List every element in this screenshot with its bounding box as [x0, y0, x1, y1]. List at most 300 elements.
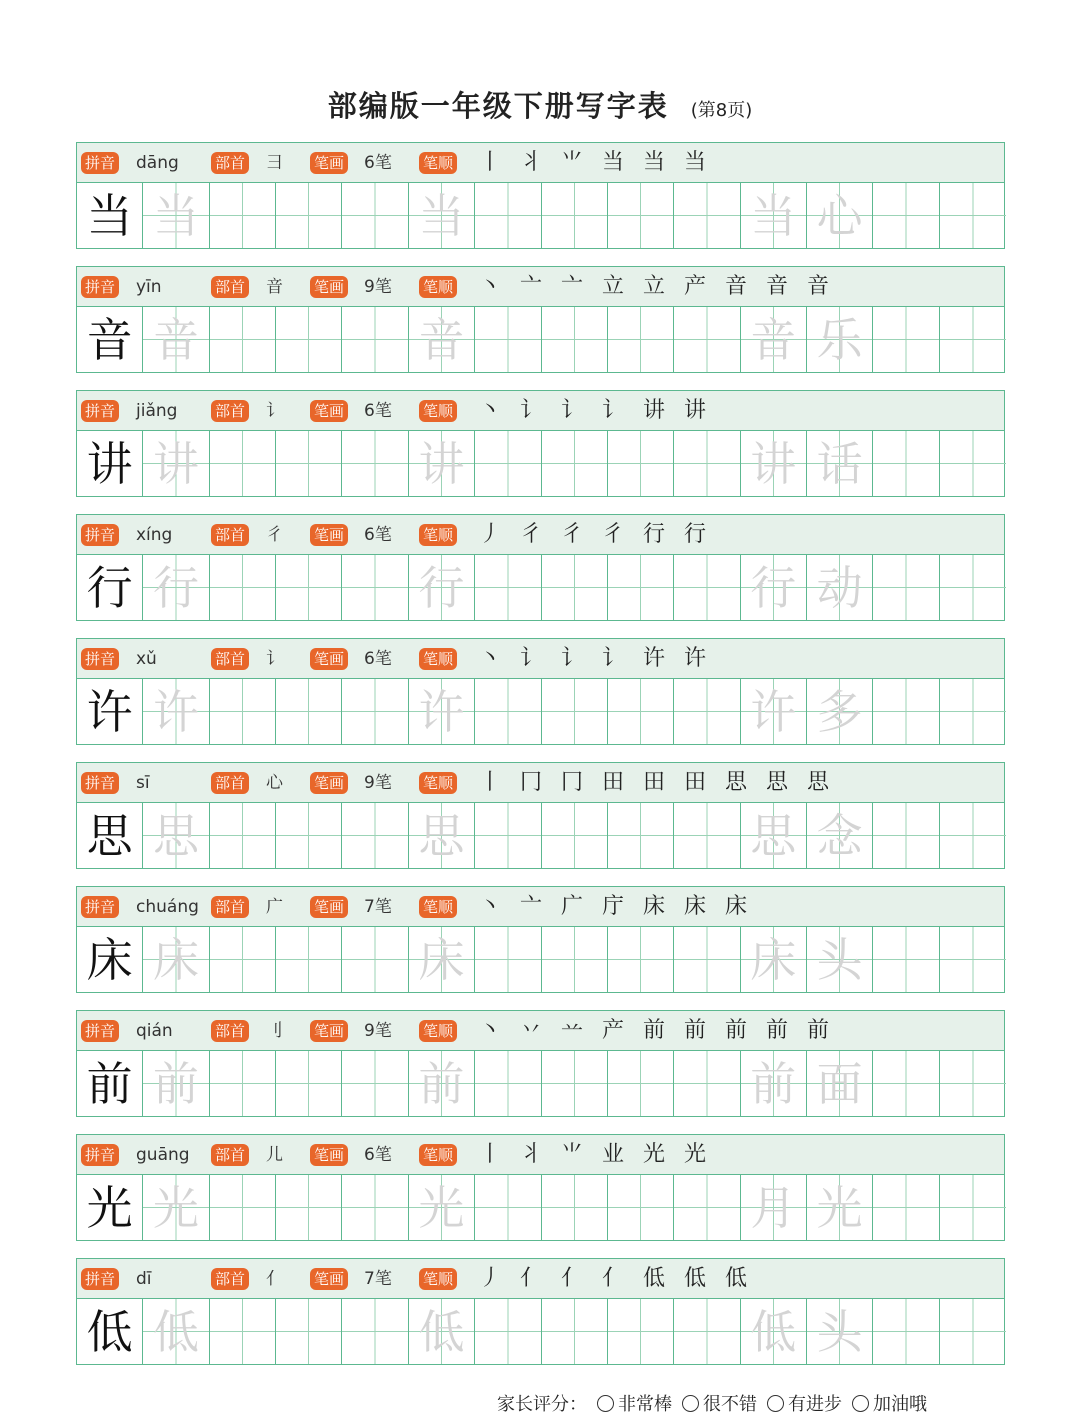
- writing-cell[interactable]: [276, 555, 342, 620]
- word-cell[interactable]: [807, 1299, 873, 1364]
- writing-cell[interactable]: [873, 307, 939, 372]
- rating-option-1: 很不错: [703, 1394, 757, 1415]
- pinyin-tag: 拼音: [81, 1144, 119, 1166]
- writing-cell[interactable]: [608, 307, 674, 372]
- word-cell[interactable]: [807, 307, 873, 372]
- word-char-2: 乐: [816, 312, 863, 367]
- model-char-cell: [77, 679, 143, 744]
- writing-cell[interactable]: [542, 1299, 608, 1364]
- trace-character: 行: [153, 560, 200, 615]
- writing-cell[interactable]: [542, 1175, 608, 1240]
- radical-value: 彳: [266, 525, 283, 545]
- writing-cell[interactable]: [873, 927, 939, 992]
- tianzige-grid: [77, 927, 1004, 992]
- writing-cell[interactable]: [210, 803, 276, 868]
- tianzige-grid: [77, 183, 1004, 248]
- writing-cell[interactable]: [342, 307, 408, 372]
- stroke-count-tag: 笔画: [310, 276, 348, 298]
- model-char-cell: [77, 431, 143, 496]
- radical-value: 彐: [266, 153, 283, 173]
- writing-cell[interactable]: [542, 307, 608, 372]
- word-cell[interactable]: [807, 431, 873, 496]
- entry-info-bar: [77, 1135, 1004, 1175]
- trace-character: 低: [153, 1304, 200, 1359]
- trace-character: 光: [153, 1180, 200, 1235]
- stroke-order-sequence: 丶 讠 讠 讠 讲 讲: [479, 398, 712, 423]
- tianzige-grid: [77, 431, 1004, 496]
- trace-character: 床: [153, 932, 200, 987]
- writing-cell[interactable]: [608, 927, 674, 992]
- model-character: 光: [86, 1180, 133, 1235]
- stroke-count-value: 7笔: [364, 897, 392, 917]
- radical-tag: 部首: [211, 1268, 249, 1290]
- pinyin-value: xǔ: [136, 649, 157, 669]
- stroke-count-tag: 笔画: [310, 896, 348, 918]
- stroke-count-value: 6笔: [364, 1145, 392, 1165]
- trace-cell[interactable]: [409, 1299, 475, 1364]
- trace-character: 前: [153, 1056, 200, 1111]
- writing-cell[interactable]: [276, 927, 342, 992]
- radical-tag: 部首: [211, 524, 249, 546]
- radical-tag: 部首: [211, 400, 249, 422]
- trace-cell[interactable]: [143, 555, 209, 620]
- trace-cell[interactable]: [143, 803, 209, 868]
- word-cell[interactable]: [807, 927, 873, 992]
- pinyin-value: dī: [136, 1269, 152, 1289]
- writing-cell[interactable]: [342, 1051, 408, 1116]
- pinyin-tag: 拼音: [81, 400, 119, 422]
- radical-value: 心: [266, 773, 283, 793]
- model-character: 音: [86, 312, 133, 367]
- radical-tag: 部首: [211, 1144, 249, 1166]
- word-char-2: 头: [816, 932, 863, 987]
- stroke-count-tag: 笔画: [310, 1144, 348, 1166]
- pinyin-tag: 拼音: [81, 648, 119, 670]
- stroke-count-value: 7笔: [364, 1269, 392, 1289]
- stroke-order-tag: 笔顺: [419, 276, 457, 298]
- stroke-order-tag: 笔顺: [419, 772, 457, 794]
- stroke-order-tag: 笔顺: [419, 648, 457, 670]
- writing-cell[interactable]: [940, 1299, 1006, 1364]
- tianzige-grid: [77, 803, 1004, 868]
- stroke-count-value: 6笔: [364, 153, 392, 173]
- writing-cell[interactable]: [873, 1175, 939, 1240]
- writing-cell[interactable]: [475, 679, 541, 744]
- writing-cell[interactable]: [342, 183, 408, 248]
- model-character: 前: [86, 1056, 133, 1111]
- stroke-count-tag: 笔画: [310, 772, 348, 794]
- writing-cell[interactable]: [210, 679, 276, 744]
- pinyin-tag: 拼音: [81, 1268, 119, 1290]
- stroke-count-value: 6笔: [364, 649, 392, 669]
- character-entry: [76, 1010, 1005, 1117]
- model-character: 当: [86, 188, 133, 243]
- trace-cell[interactable]: [143, 183, 209, 248]
- radical-tag: 部首: [211, 152, 249, 174]
- writing-cell[interactable]: [873, 1299, 939, 1364]
- trace-cell[interactable]: [143, 431, 209, 496]
- word-char-2: 多: [816, 684, 863, 739]
- page-header: [0, 84, 1080, 125]
- model-char-cell: [77, 1299, 143, 1364]
- model-character: 讲: [86, 436, 133, 491]
- trace-character: 行: [418, 560, 465, 615]
- radical-value: 广: [266, 897, 283, 917]
- trace-cell[interactable]: [409, 679, 475, 744]
- entry-info-bar: [77, 1011, 1004, 1051]
- writing-cell[interactable]: [608, 1051, 674, 1116]
- character-entry: [76, 390, 1005, 497]
- writing-cell[interactable]: [475, 183, 541, 248]
- word-cell[interactable]: [807, 679, 873, 744]
- character-entry: [76, 1258, 1005, 1365]
- stroke-order-sequence: 丶 讠 讠 讠 许 许: [479, 646, 712, 671]
- word-cell[interactable]: [741, 555, 807, 620]
- model-char-cell: [77, 307, 143, 372]
- model-character: 行: [86, 560, 133, 615]
- radical-value: 讠: [266, 401, 283, 421]
- word-char-1: 当: [750, 188, 797, 243]
- word-char-1: 思: [750, 808, 797, 863]
- trace-character: 音: [153, 312, 200, 367]
- writing-cell[interactable]: [608, 1175, 674, 1240]
- writing-cell[interactable]: [475, 555, 541, 620]
- radical-value: 儿: [266, 1145, 283, 1165]
- writing-cell[interactable]: [873, 1051, 939, 1116]
- writing-cell[interactable]: [542, 927, 608, 992]
- trace-character: 床: [418, 932, 465, 987]
- character-entry: [76, 1134, 1005, 1241]
- trace-character: 当: [153, 188, 200, 243]
- pinyin-value: yīn: [136, 277, 162, 297]
- writing-cell[interactable]: [873, 183, 939, 248]
- writing-cell[interactable]: [542, 679, 608, 744]
- rating-option-3: 加油哦: [873, 1394, 927, 1415]
- tianzige-grid: [77, 555, 1004, 620]
- writing-cell[interactable]: [276, 431, 342, 496]
- writing-cell[interactable]: [342, 679, 408, 744]
- writing-cell[interactable]: [608, 183, 674, 248]
- trace-cell[interactable]: [409, 183, 475, 248]
- writing-cell[interactable]: [940, 555, 1006, 620]
- entry-info-bar: [77, 1259, 1004, 1299]
- writing-cell[interactable]: [542, 555, 608, 620]
- word-char-1: 前: [750, 1056, 797, 1111]
- radical-value: 亻: [266, 1269, 283, 1289]
- trace-cell[interactable]: [409, 1051, 475, 1116]
- writing-cell[interactable]: [674, 679, 740, 744]
- word-cell[interactable]: [741, 803, 807, 868]
- stroke-order-tag: 笔顺: [419, 400, 457, 422]
- stroke-order-sequence: 丶 丷 䒑 产 前 前 前 前 前: [479, 1018, 835, 1043]
- writing-cell[interactable]: [940, 1175, 1006, 1240]
- writing-cell[interactable]: [674, 1175, 740, 1240]
- writing-cell[interactable]: [342, 1299, 408, 1364]
- writing-cell[interactable]: [276, 803, 342, 868]
- word-cell[interactable]: [807, 555, 873, 620]
- writing-cell[interactable]: [940, 927, 1006, 992]
- pinyin-tag: 拼音: [81, 1020, 119, 1042]
- writing-cell[interactable]: [608, 679, 674, 744]
- writing-cell[interactable]: [210, 431, 276, 496]
- trace-cell[interactable]: [143, 307, 209, 372]
- rating-radio-1[interactable]: [682, 1395, 699, 1412]
- radical-value: 讠: [266, 649, 283, 669]
- trace-cell[interactable]: [409, 1175, 475, 1240]
- entry-info-bar: [77, 267, 1004, 307]
- trace-cell[interactable]: [409, 927, 475, 992]
- tianzige-grid: [77, 1175, 1004, 1240]
- writing-cell[interactable]: [674, 927, 740, 992]
- writing-cell[interactable]: [276, 1051, 342, 1116]
- pinyin-value: dāng: [136, 153, 179, 173]
- word-char-2: 头: [816, 1304, 863, 1359]
- trace-cell[interactable]: [143, 1051, 209, 1116]
- word-cell[interactable]: [807, 183, 873, 248]
- trace-cell[interactable]: [143, 927, 209, 992]
- tianzige-grid: [77, 1299, 1004, 1364]
- writing-cell[interactable]: [940, 1051, 1006, 1116]
- trace-cell[interactable]: [143, 1299, 209, 1364]
- model-char-cell: [77, 927, 143, 992]
- stroke-order-tag: 笔顺: [419, 1144, 457, 1166]
- writing-cell[interactable]: [608, 555, 674, 620]
- trace-cell[interactable]: [143, 1175, 209, 1240]
- tianzige-grid: [77, 1051, 1004, 1116]
- model-char-cell: [77, 1051, 143, 1116]
- writing-cell[interactable]: [940, 803, 1006, 868]
- writing-cell[interactable]: [210, 1175, 276, 1240]
- writing-cell[interactable]: [276, 1299, 342, 1364]
- tianzige-grid: [77, 679, 1004, 744]
- trace-character: 光: [418, 1180, 465, 1235]
- entry-info-bar: [77, 143, 1004, 183]
- model-char-cell: [77, 803, 143, 868]
- word-cell[interactable]: [741, 1175, 807, 1240]
- entry-info-bar: [77, 763, 1004, 803]
- radical-tag: 部首: [211, 276, 249, 298]
- writing-cell[interactable]: [210, 1299, 276, 1364]
- writing-cell[interactable]: [342, 1175, 408, 1240]
- model-character: 思: [86, 808, 133, 863]
- writing-cell[interactable]: [276, 307, 342, 372]
- rating-option-0: 非常棒: [618, 1394, 672, 1415]
- writing-cell[interactable]: [608, 431, 674, 496]
- writing-cell[interactable]: [542, 431, 608, 496]
- writing-cell[interactable]: [674, 1299, 740, 1364]
- character-entry: [76, 514, 1005, 621]
- writing-cell[interactable]: [873, 431, 939, 496]
- writing-cell[interactable]: [210, 927, 276, 992]
- word-char-2: 动: [816, 560, 863, 615]
- pinyin-value: jiǎng: [136, 401, 178, 421]
- stroke-count-tag: 笔画: [310, 524, 348, 546]
- stroke-order-sequence: 丨 丬 ⺌ 业 光 光: [479, 1142, 712, 1167]
- parent-rating: [497, 1390, 927, 1416]
- writing-cell[interactable]: [674, 307, 740, 372]
- writing-cell[interactable]: [674, 183, 740, 248]
- word-char-1: 低: [750, 1304, 797, 1359]
- stroke-order-tag: 笔顺: [419, 896, 457, 918]
- writing-cell[interactable]: [940, 431, 1006, 496]
- writing-cell[interactable]: [674, 555, 740, 620]
- writing-cell[interactable]: [542, 183, 608, 248]
- word-char-2: 面: [816, 1056, 863, 1111]
- word-cell[interactable]: [741, 1299, 807, 1364]
- trace-character: 许: [418, 684, 465, 739]
- pinyin-value: chuáng: [136, 897, 199, 917]
- writing-cell[interactable]: [940, 307, 1006, 372]
- stroke-count-tag: 笔画: [310, 1268, 348, 1290]
- writing-cell[interactable]: [276, 679, 342, 744]
- pinyin-tag: 拼音: [81, 896, 119, 918]
- radical-tag: 部首: [211, 772, 249, 794]
- rating-radio-3[interactable]: [852, 1395, 869, 1412]
- word-cell[interactable]: [807, 1051, 873, 1116]
- page-number: (第8页): [690, 100, 753, 121]
- writing-cell[interactable]: [475, 1051, 541, 1116]
- trace-character: 许: [153, 684, 200, 739]
- writing-cell[interactable]: [542, 1051, 608, 1116]
- writing-cell[interactable]: [542, 803, 608, 868]
- trace-character: 当: [418, 188, 465, 243]
- word-char-1: 讲: [750, 436, 797, 491]
- writing-cell[interactable]: [475, 1175, 541, 1240]
- writing-cell[interactable]: [210, 1051, 276, 1116]
- stroke-order-sequence: 丿 亻 亻 亻 低 低 低: [479, 1266, 753, 1291]
- word-cell[interactable]: [741, 1051, 807, 1116]
- pinyin-value: sī: [136, 773, 150, 793]
- rating-radio-2[interactable]: [767, 1395, 784, 1412]
- trace-character: 讲: [153, 436, 200, 491]
- writing-cell[interactable]: [475, 927, 541, 992]
- word-char-1: 床: [750, 932, 797, 987]
- writing-cell[interactable]: [276, 1175, 342, 1240]
- stroke-order-tag: 笔顺: [419, 1020, 457, 1042]
- writing-cell[interactable]: [608, 1299, 674, 1364]
- radical-value: 音: [266, 277, 283, 297]
- writing-cell[interactable]: [940, 183, 1006, 248]
- word-char-2: 念: [816, 808, 863, 863]
- writing-cell[interactable]: [674, 803, 740, 868]
- writing-cell[interactable]: [608, 803, 674, 868]
- rating-label: 家长评分：: [497, 1394, 587, 1415]
- trace-character: 低: [418, 1304, 465, 1359]
- writing-cell[interactable]: [940, 679, 1006, 744]
- model-character: 低: [86, 1304, 133, 1359]
- trace-cell[interactable]: [409, 431, 475, 496]
- stroke-count-tag: 笔画: [310, 1020, 348, 1042]
- pinyin-tag: 拼音: [81, 524, 119, 546]
- stroke-order-sequence: 丨 丬 ⺌ 当 当 当: [479, 150, 712, 175]
- word-char-2: 心: [816, 188, 863, 243]
- stroke-order-tag: 笔顺: [419, 1268, 457, 1290]
- trace-cell[interactable]: [409, 803, 475, 868]
- trace-character: 前: [418, 1056, 465, 1111]
- stroke-order-tag: 笔顺: [419, 152, 457, 174]
- word-char-1: 行: [750, 560, 797, 615]
- radical-value: 刂: [266, 1021, 283, 1041]
- word-char-1: 月: [750, 1180, 797, 1235]
- character-entry: [76, 638, 1005, 745]
- word-cell[interactable]: [741, 679, 807, 744]
- word-char-2: 光: [816, 1180, 863, 1235]
- stroke-count-value: 9笔: [364, 773, 392, 793]
- model-character: 许: [86, 684, 133, 739]
- radical-tag: 部首: [211, 1020, 249, 1042]
- writing-cell[interactable]: [342, 927, 408, 992]
- rating-option-2: 有进步: [788, 1394, 842, 1415]
- character-entry: [76, 266, 1005, 373]
- stroke-order-sequence: 丶 亠 广 庁 床 床 床: [479, 894, 753, 919]
- writing-cell[interactable]: [342, 431, 408, 496]
- rating-radio-0[interactable]: [597, 1395, 614, 1412]
- radical-tag: 部首: [211, 896, 249, 918]
- stroke-count-value: 9笔: [364, 1021, 392, 1041]
- writing-cell[interactable]: [475, 803, 541, 868]
- word-char-2: 话: [816, 436, 863, 491]
- trace-cell[interactable]: [409, 555, 475, 620]
- word-cell[interactable]: [741, 431, 807, 496]
- character-entry: [76, 886, 1005, 993]
- model-char-cell: [77, 183, 143, 248]
- stroke-count-value: 6笔: [364, 401, 392, 421]
- trace-character: 思: [153, 808, 200, 863]
- word-char-1: 音: [750, 312, 797, 367]
- writing-cell[interactable]: [210, 307, 276, 372]
- trace-character: 音: [418, 312, 465, 367]
- tianzige-grid: [77, 307, 1004, 372]
- writing-cell[interactable]: [873, 803, 939, 868]
- word-char-1: 许: [750, 684, 797, 739]
- stroke-count-tag: 笔画: [310, 400, 348, 422]
- word-cell[interactable]: [741, 927, 807, 992]
- pinyin-tag: 拼音: [81, 772, 119, 794]
- word-cell[interactable]: [807, 803, 873, 868]
- character-entry: [76, 142, 1005, 249]
- trace-character: 讲: [418, 436, 465, 491]
- stroke-count-value: 9笔: [364, 277, 392, 297]
- writing-cell[interactable]: [342, 803, 408, 868]
- entry-info-bar: [77, 391, 1004, 431]
- word-cell[interactable]: [741, 183, 807, 248]
- writing-cell[interactable]: [674, 431, 740, 496]
- word-cell[interactable]: [807, 1175, 873, 1240]
- trace-cell[interactable]: [409, 307, 475, 372]
- writing-cell[interactable]: [276, 183, 342, 248]
- stroke-count-tag: 笔画: [310, 152, 348, 174]
- writing-cell[interactable]: [674, 1051, 740, 1116]
- writing-cell[interactable]: [873, 555, 939, 620]
- pinyin-value: xíng: [136, 525, 173, 545]
- writing-cell[interactable]: [475, 1299, 541, 1364]
- writing-cell[interactable]: [210, 555, 276, 620]
- writing-cell[interactable]: [475, 307, 541, 372]
- writing-cell[interactable]: [475, 431, 541, 496]
- writing-cell[interactable]: [873, 679, 939, 744]
- word-cell[interactable]: [741, 307, 807, 372]
- model-char-cell: [77, 1175, 143, 1240]
- writing-cell[interactable]: [210, 183, 276, 248]
- page-title: 部编版一年级下册写字表: [327, 89, 669, 123]
- stroke-count-value: 6笔: [364, 525, 392, 545]
- model-character: 床: [86, 932, 133, 987]
- trace-cell[interactable]: [143, 679, 209, 744]
- stroke-order-sequence: 丿 彳 彳 彳 行 行: [479, 522, 712, 547]
- writing-cell[interactable]: [342, 555, 408, 620]
- entry-info-bar: [77, 639, 1004, 679]
- pinyin-value: qián: [136, 1021, 173, 1041]
